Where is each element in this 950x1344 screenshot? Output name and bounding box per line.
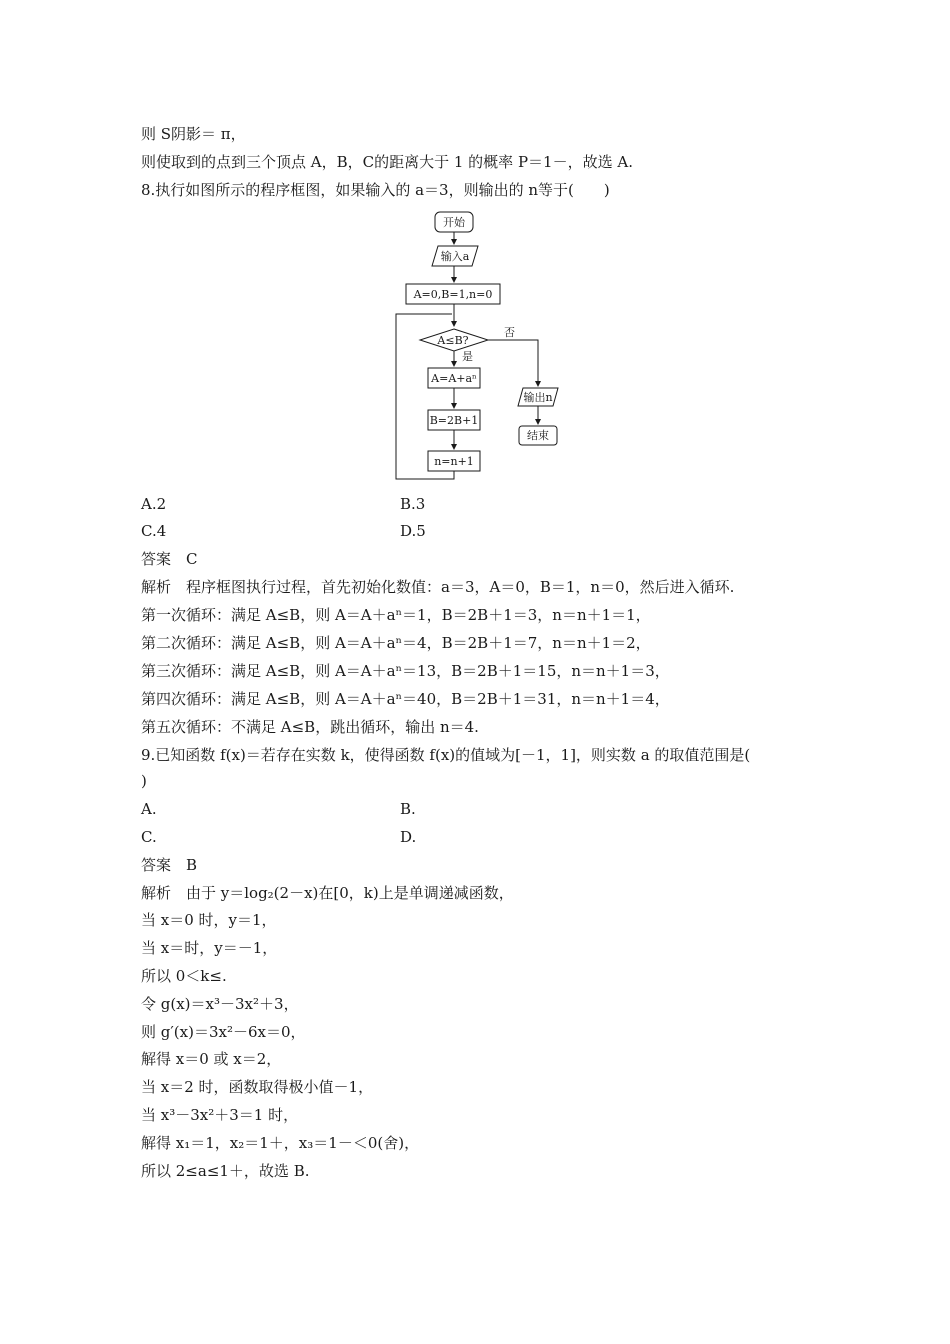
q9-analysis-line: 所以 2≤a≤1＋，故选 B. xyxy=(141,1162,310,1180)
flow-init-label: A=0,B=1,n=0 xyxy=(413,288,493,301)
q9-analysis-line: 解得 x＝0 或 x＝2， xyxy=(141,1050,282,1068)
flow-decision-label: A≤B? xyxy=(437,334,469,347)
q9-answer: 答案 B xyxy=(141,856,198,874)
flowchart xyxy=(380,206,570,488)
q8-stem: 8.执行如图所示的程序框图，如果输入的 a＝3，则输出的 n等于( ) xyxy=(141,181,610,199)
q9-analysis-line: 所以 0＜k≤. xyxy=(141,967,227,985)
q9-option-a: A. xyxy=(141,800,157,818)
q8-analysis-line: 第四次循环：满足 A≤B，则 A＝A＋aⁿ＝40，B＝2B＋1＝31，n＝n＋1＝4， xyxy=(141,690,670,708)
prev-line-2: 则使取到的点到三个顶点 A，B，C的距离大于 1 的概率 P＝1－，故选 A. xyxy=(141,153,633,171)
flow-step1-label: A=A+aⁿ xyxy=(431,372,477,385)
q8-option-d: D.5 xyxy=(400,522,426,540)
q9-analysis-line: 解得 x₁＝1，x₂＝1＋，x₃＝1－＜0(舍)， xyxy=(141,1134,420,1152)
q8-option-c: C.4 xyxy=(141,522,167,540)
q8-option-b: B.3 xyxy=(400,495,426,513)
q8-analysis-line: 第三次循环：满足 A≤B，则 A＝A＋aⁿ＝13，B＝2B＋1＝15，n＝n＋1＝3， xyxy=(141,662,670,680)
q9-option-c: C. xyxy=(141,828,157,846)
flow-input-label: 输入a xyxy=(440,250,470,263)
q8-answer: 答案 C xyxy=(141,550,198,568)
flow-start-label: 开始 xyxy=(443,216,465,229)
flow-yes-label: 是 xyxy=(462,350,473,363)
q8-analysis-line: 解析 程序框图执行过程，首先初始化数值：a＝3，A＝0，B＝1，n＝0，然后进入循环. xyxy=(141,578,735,596)
flow-step2-label: B=2B+1 xyxy=(429,414,479,427)
q8-option-a: A.2 xyxy=(141,495,167,513)
q9-analysis-line: 则 g′(x)＝3x²－6x＝0， xyxy=(141,1023,306,1041)
q9-analysis-line: 当 x＝2 时，函数取得极小值－1， xyxy=(141,1078,374,1096)
q9-option-b: B. xyxy=(400,800,416,818)
q8-analysis-line: 第二次循环：满足 A≤B，则 A＝A＋aⁿ＝4，B＝2B＋1＝7，n＝n＋1＝2， xyxy=(141,634,651,652)
q9-analysis-line: 当 x＝0 时，y＝1， xyxy=(141,911,277,929)
prev-line-1: 则 S阴影＝ π， xyxy=(141,125,246,143)
q9-option-d: D. xyxy=(400,828,417,846)
q9-stem-cont: ) xyxy=(141,772,147,790)
q9-analysis-line: 当 x＝时，y＝－1， xyxy=(141,939,278,957)
q9-stem: 9.已知函数 f(x)＝若存在实数 k，使得函数 f(x)的值域为[－1，1]，则实数 a 的取值范围是( xyxy=(141,746,751,764)
q9-analysis-line: 解析 由于 y＝log₂(2－x)在[0，k)上是单调递减函数， xyxy=(141,884,514,902)
q8-analysis-line: 第一次循环：满足 A≤B，则 A＝A＋aⁿ＝1，B＝2B＋1＝3，n＝n＋1＝1， xyxy=(141,606,651,624)
flow-output-label: 输出n xyxy=(523,391,553,404)
flow-no-label: 否 xyxy=(504,326,515,339)
flow-end-label: 结束 xyxy=(527,429,549,442)
flow-step3-label: n=n+1 xyxy=(434,455,474,468)
q9-analysis-line: 令 g(x)＝x³－3x²＋3， xyxy=(141,995,299,1013)
q9-analysis-line: 当 x³－3x²＋3＝1 时， xyxy=(141,1106,299,1124)
q8-analysis-line: 第五次循环：不满足 A≤B，跳出循环，输出 n＝4. xyxy=(141,718,479,736)
